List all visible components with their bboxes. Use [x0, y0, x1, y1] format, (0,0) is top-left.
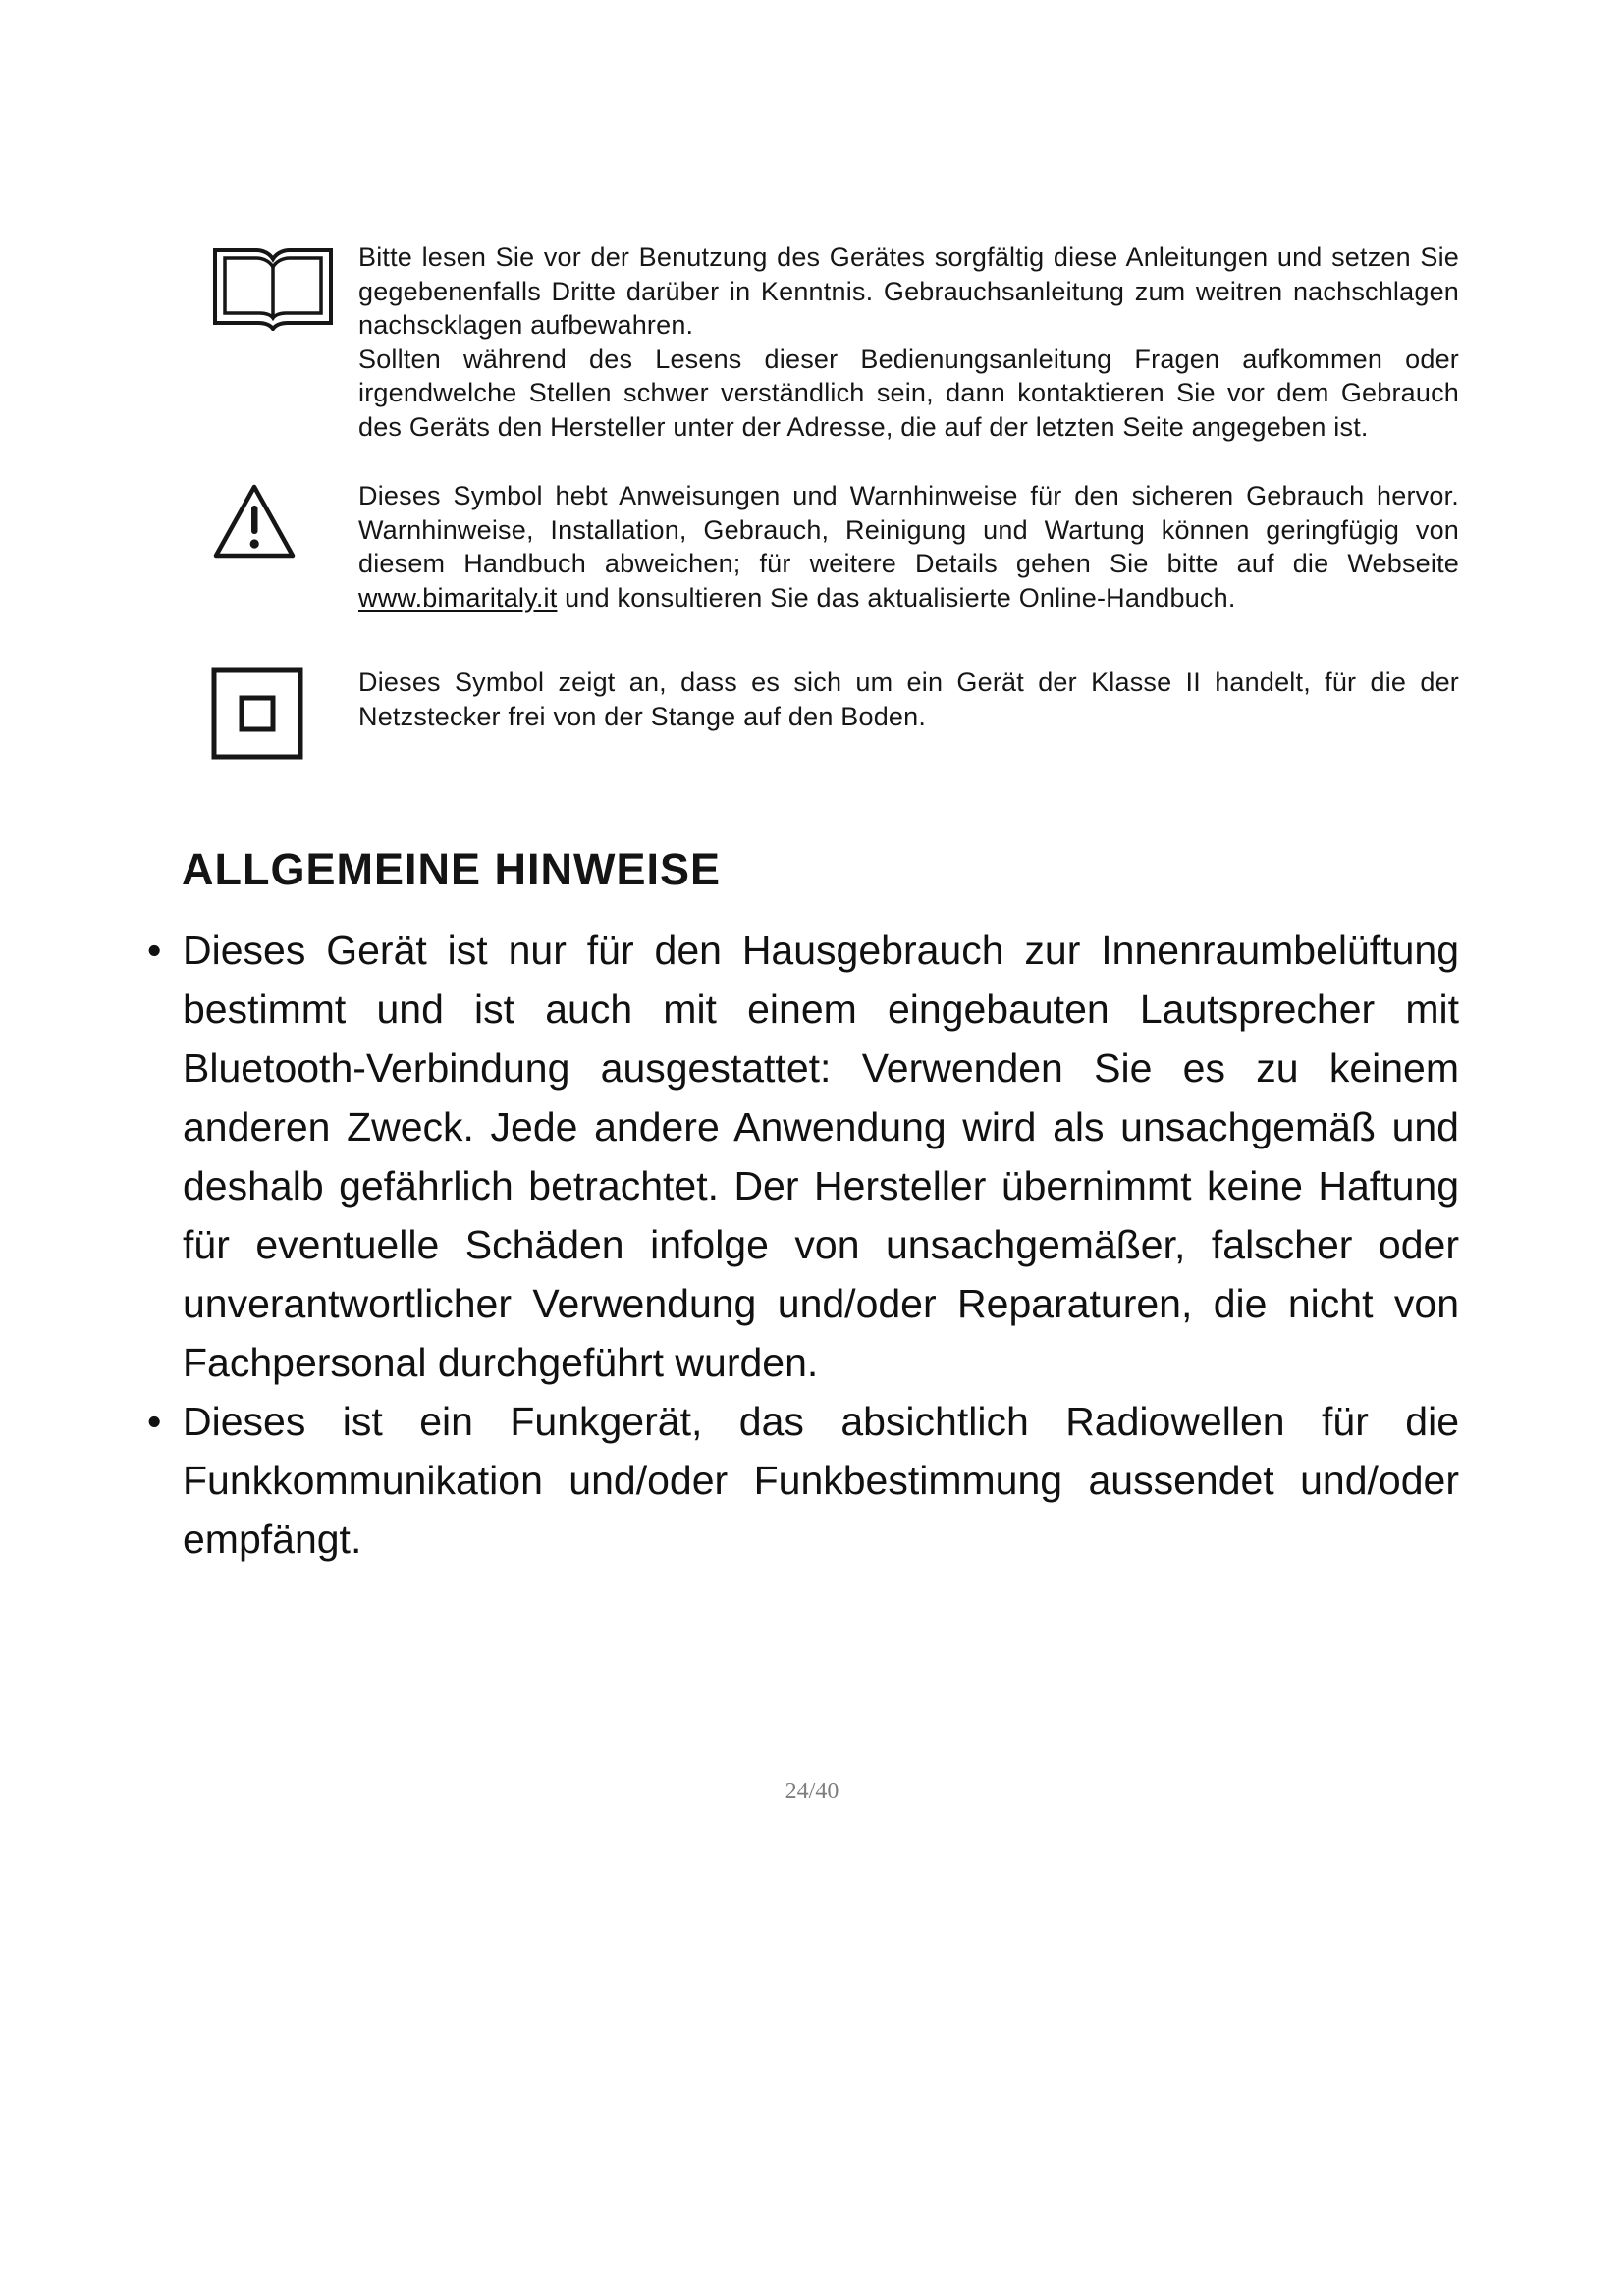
notice-read-manual-text	[358, 240, 1459, 444]
class-ii-device-icon	[211, 667, 358, 760]
notice-icon-cell	[211, 479, 358, 561]
website-link[interactable]: www.bimaritaly.it	[358, 582, 558, 613]
notice-icon-cell	[211, 666, 358, 760]
bullet-marker: •	[147, 928, 162, 973]
page-number: 24/40	[785, 1779, 839, 1804]
notice-read-manual	[211, 240, 1459, 444]
notice-icon-cell	[211, 240, 358, 331]
bullet-text: Dieses Gerät ist nur für den Hausgebrauch zur Innenraumbelüftung bestimmt und ist auch mit einem eingebauten Lautsprecher mit Bluetooth-Verbindung ausgestattet: Verwenden Sie es zu keinem anderen Zweck. Jede andere Anwendung wird als unsachgemäß und deshalb gefährlich betrachtet. Der Hersteller übernimmt keine Haftung für eventuelle Schäden infolge von unsachgemäßer, falscher oder unverantwortlicher Verwendung und/oder Reparaturen, die nicht von Fachpersonal durchgeführt wurden.	[183, 928, 1459, 1385]
notice-warning-text	[358, 479, 1459, 614]
notice-class-ii-text	[358, 666, 1459, 733]
notice-section	[211, 240, 1459, 760]
notice-paragraph: Bitte lesen Sie vor der Benutzung des Gerätes sorgfältig diese Anleitungen und setzen Sie gegebenenfalls Dritte darüber in Kenntnis. Gebrauchsanleitung zum weitren nachschlagen nachscklagen aufbewahren.	[358, 242, 1459, 340]
notice-paragraph: Sollten während des Lesens dieser Bedienungsanleitung Fragen aufkommen oder irgendwelche Stellen schwer verständlich sein, dann kontaktieren Sie vor dem Gebrauch des Geräts den Hersteller unter der Adresse, die auf der letzten Seite angegeben ist.	[358, 344, 1459, 442]
section-title: ALLGEMEINE HINWEISE	[182, 844, 722, 894]
notice-paragraph	[358, 479, 1459, 614]
list-item	[147, 921, 1459, 1392]
notice-warning	[211, 479, 1459, 614]
list-item	[147, 1392, 1459, 1569]
warning-triangle-icon	[211, 481, 358, 561]
open-book-icon	[211, 242, 358, 331]
bullet-marker: •	[147, 1399, 162, 1444]
general-notes-list	[147, 921, 1459, 1569]
notice-text-before-link: Dieses Symbol hebt Anweisungen und Warnhinweise für den sicheren Gebrauch hervor. Warnhinweise, Installation, Gebrauch, Reinigung und Wartung können geringfügig von diesem Handbuch abweichen; für weitere Details gehen Sie bitte auf die Webseite	[358, 481, 1459, 578]
bullet-text: Dieses ist ein Funkgerät, das absichtlich Radiowellen für die Funkkommunikation und/oder Funkbestimmung aussendet und/oder empfängt.	[183, 1399, 1459, 1562]
notice-paragraph: Dieses Symbol zeigt an, dass es sich um ein Gerät der Klasse II handelt, für die der Netzstecker frei von der Stange auf den Boden.	[358, 667, 1459, 731]
notice-text-after-link: und konsultieren Sie das aktualisierte Online-Handbuch.	[557, 582, 1236, 613]
notice-class-ii	[211, 666, 1459, 760]
